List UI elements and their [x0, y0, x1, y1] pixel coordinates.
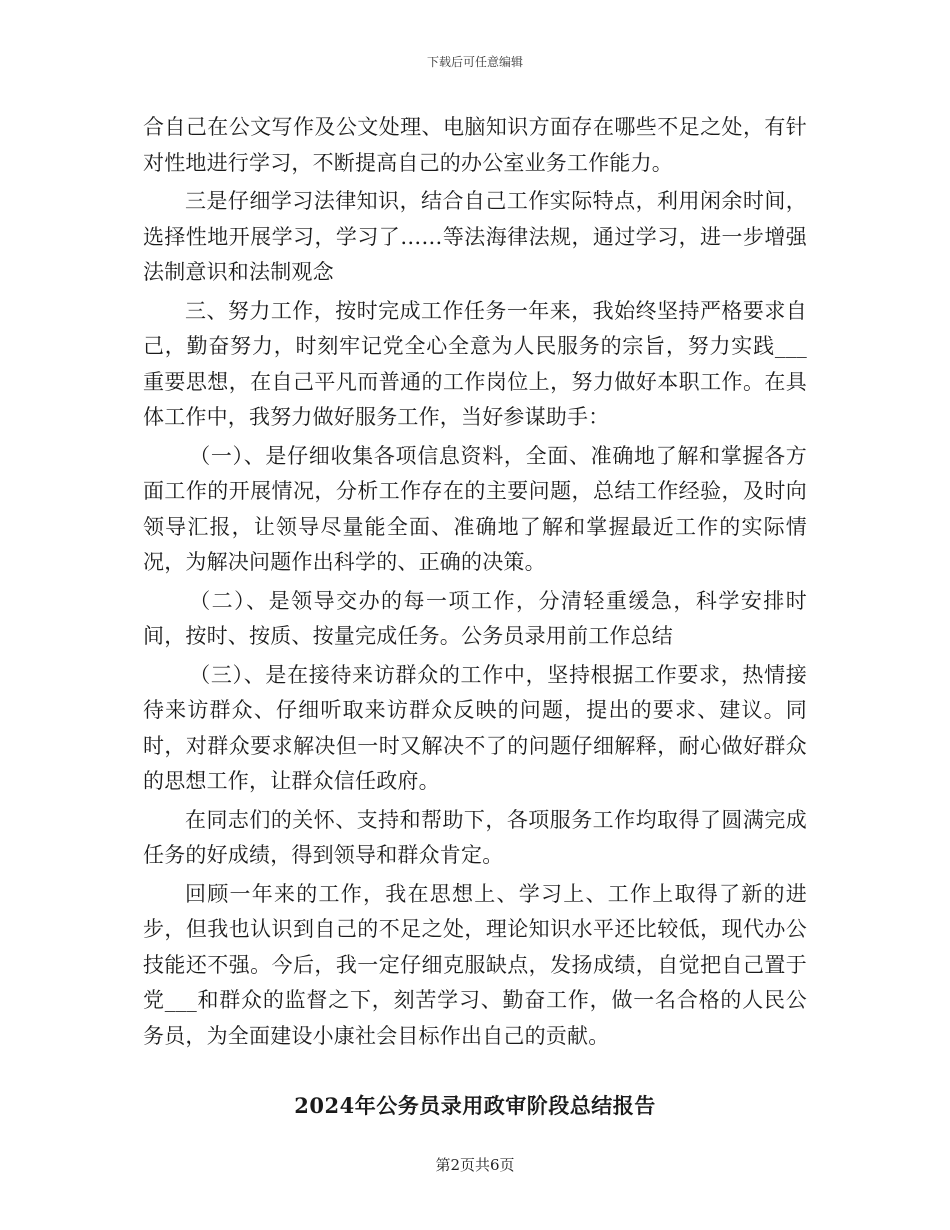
page-number: 第2页共6页: [435, 1156, 515, 1174]
paragraph-continuation: 合自己在公文写作及公文处理、电脑知识方面存在哪些不足之处，有针对性地进行学习，不断提高自己的办公室业务工作能力。: [143, 115, 807, 175]
paragraph-item-2: （二）、是领导交办的每一项工作，分清轻重缓急，科学安排时间，按时、按质、按量完成任务。公务员录用前工作总结: [143, 588, 807, 648]
document-body: [143, 110, 807, 1054]
paragraph-review: 回顾一年来的工作，我在思想上、学习上、工作上取得了新的进步，但我也认识到自己的不足之处，理论知识水平还比较低，现代办公技能还不强。今后，我一定仔细克服缺点，发扬成绩，自觉把自己置于党___和群众的监督之下，刻苦学习、勤奋工作，做一名合格的人民公务员，为全面建设小康社会目标作出自己的贡献。: [143, 881, 807, 1048]
paragraph-item-3: （三）、是在接待来访群众的工作中，坚持根据工作要求，热情接待来访群众、仔细听取来访群众反映的问题，提出的要求、建议。同时，对群众要求解决但一时又解决不了的问题仔细解释，耐心做好群众的思想工作，让群众信任政府。: [143, 662, 807, 793]
paragraph-achievements: 在同志们的关怀、支持和帮助下，各项服务工作均取得了圆满完成任务的好成绩，得到领导和群众肯定。: [143, 807, 807, 867]
paragraph-item-1: （一）、是仔细收集各项信息资料，全面、准确地了解和掌握各方面工作的开展情况，分析工作存在的主要问题，总结工作经验，及时向领导汇报，让领导尽量能全面、准确地了解和掌握最近工作的实际情况，为解决问题作出科学的、正确的决策。: [143, 443, 807, 574]
section-title: 2024年公务员录用政审阶段总结报告: [294, 1093, 656, 1118]
header-note: 下载后可任意编辑: [426, 55, 523, 69]
paragraph-legal-study: 三是仔细学习法律知识，结合自己工作实际特点，利用闲余时间，选择性地开展学习，学习了……等法海律法规，通过学习，进一步增强法制意识和法制观念: [143, 189, 807, 284]
paragraph-work-duties: 三、努力工作，按时完成工作任务一年来，我始终坚持严格要求自己，勤奋努力，时刻牢记党全心全意为人民服务的宗旨，努力实践___重要思想，在自己平凡而普通的工作岗位上，努力做好本职工作。在具体工作中，我努力做好服务工作，当好参谋助手：: [143, 298, 807, 429]
